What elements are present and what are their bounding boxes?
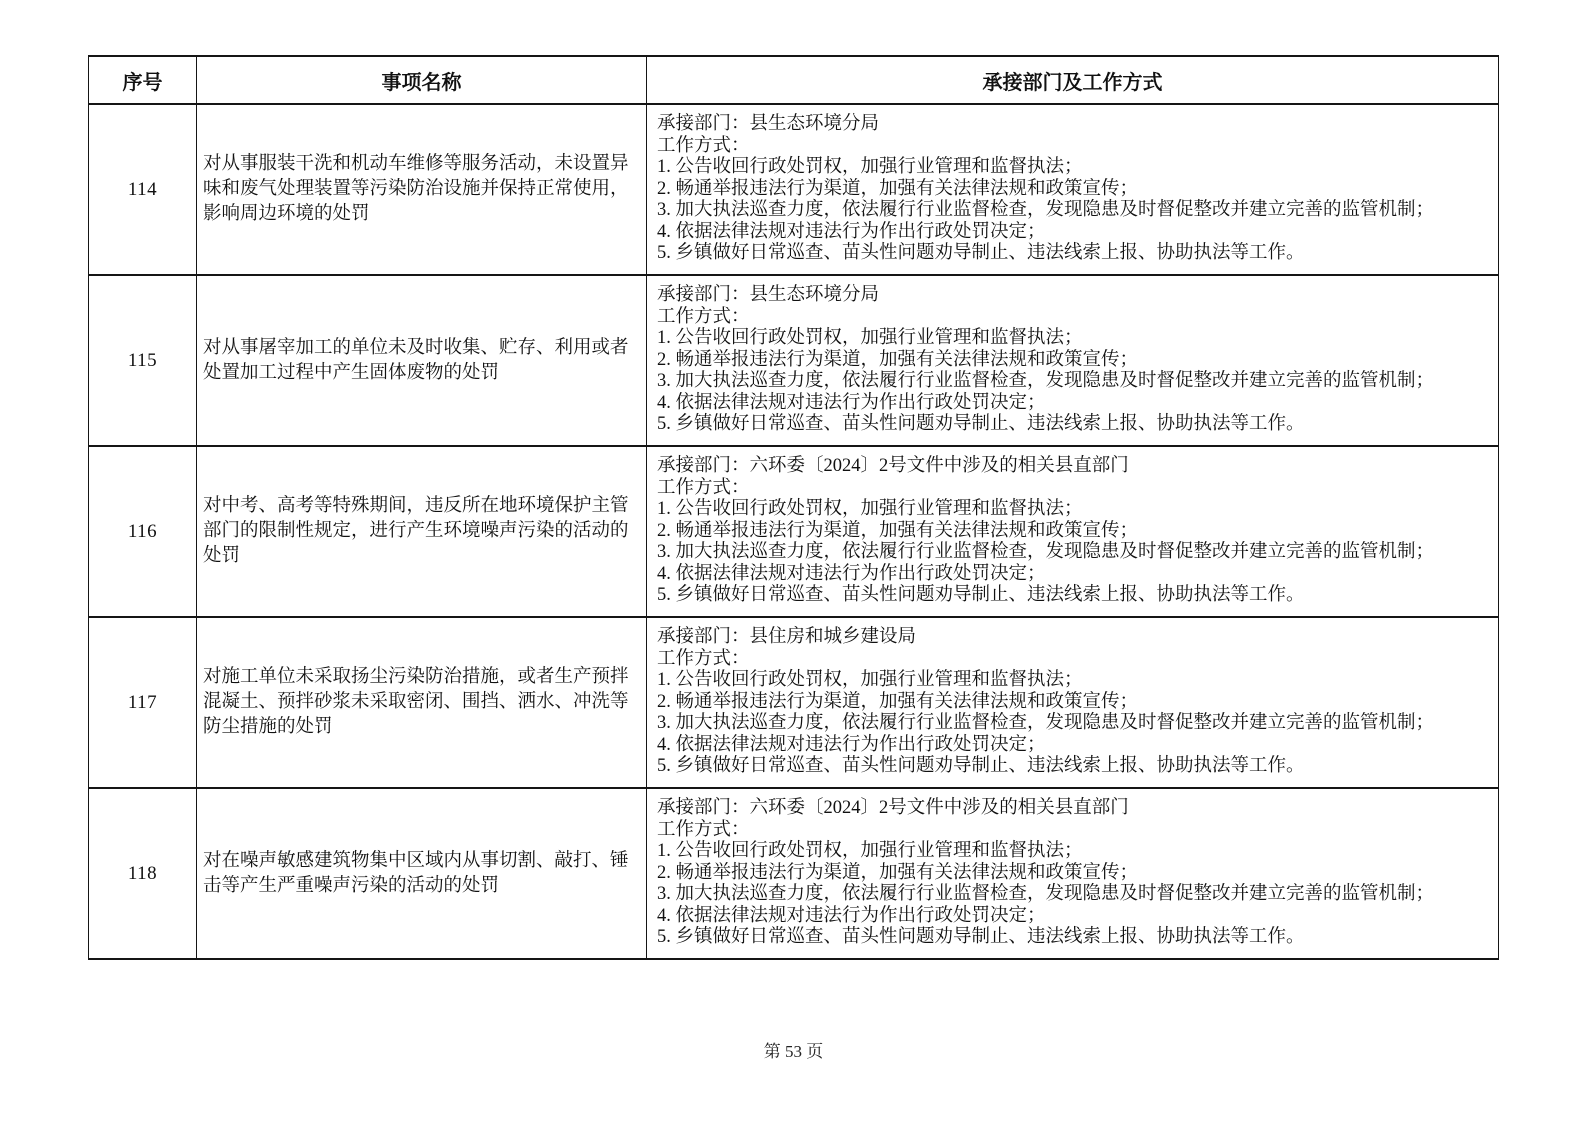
row-department-methods xyxy=(647,104,1499,275)
header-department-method: 承接部门及工作方式 xyxy=(647,56,1499,104)
table-row xyxy=(89,446,1499,617)
department-label: 承接部门： xyxy=(657,798,750,819)
method-item: 1. 公告收回行政处罚权，加强行业管理和监督执法； xyxy=(657,328,1083,349)
method-label: 工作方式： xyxy=(657,135,750,156)
row-serial-number: 114 xyxy=(89,104,197,275)
row-serial-number: 115 xyxy=(89,275,197,446)
row-department-methods xyxy=(647,275,1499,446)
row-serial-number: 117 xyxy=(89,617,197,788)
method-item: 4. 依据法律法规对违法行为作出行政处罚决定； xyxy=(657,563,1046,584)
row-item-name: 对中考、高考等特殊期间，违反所在地环境保护主管部门的限制性规定，进行产生环境噪声污染的活动的处罚 xyxy=(197,446,647,617)
page-number: 第 53 页 xyxy=(763,1042,824,1061)
department-value: 县住房和城乡建设局 xyxy=(749,627,917,648)
header-item-name: 事项名称 xyxy=(197,56,647,104)
method-item: 2. 畅通举报违法行为渠道，加强有关法律法规和政策宣传； xyxy=(657,178,1139,199)
table-row xyxy=(89,275,1499,446)
table-row xyxy=(89,104,1499,275)
method-item: 4. 依据法律法规对违法行为作出行政处罚决定； xyxy=(657,905,1046,926)
method-item: 1. 公告收回行政处罚权，加强行业管理和监督执法； xyxy=(657,670,1083,691)
department-label: 承接部门： xyxy=(657,114,750,135)
department-value: 六环委〔2024〕2号文件中涉及的相关县直部门 xyxy=(749,456,1129,477)
method-item: 3. 加大执法巡查力度，依法履行行业监督检查，发现隐患及时督促整改并建立完善的监管机制； xyxy=(657,371,1435,392)
table-row xyxy=(89,617,1499,788)
method-item: 3. 加大执法巡查力度，依法履行行业监督检查，发现隐患及时督促整改并建立完善的监管机制； xyxy=(657,542,1435,563)
method-label: 工作方式： xyxy=(657,648,750,669)
method-item: 1. 公告收回行政处罚权，加强行业管理和监督执法； xyxy=(657,157,1083,178)
method-item: 3. 加大执法巡查力度，依法履行行业监督检查，发现隐患及时督促整改并建立完善的监管机制； xyxy=(657,884,1435,905)
department-line xyxy=(657,627,1488,649)
row-item-name: 对施工单位未采取扬尘污染防治措施，或者生产预拌混凝土、预拌砂浆未采取密闭、围挡、洒水、冲洗等防尘措施的处罚 xyxy=(197,617,647,788)
method-item: 1. 公告收回行政处罚权，加强行业管理和监督执法； xyxy=(657,841,1083,862)
method-item: 3. 加大执法巡查力度，依法履行行业监督检查，发现隐患及时督促整改并建立完善的监管机制； xyxy=(657,200,1435,221)
department-line xyxy=(657,285,1488,307)
table-row xyxy=(89,788,1499,959)
row-item-name: 对在噪声敏感建筑物集中区域内从事切割、敲打、锤击等产生严重噪声污染的活动的处罚 xyxy=(197,788,647,959)
method-item: 1. 公告收回行政处罚权，加强行业管理和监督执法； xyxy=(657,499,1083,520)
header-serial-number: 序号 xyxy=(89,56,197,104)
method-item: 4. 依据法律法规对违法行为作出行政处罚决定； xyxy=(657,734,1046,755)
method-item: 4. 依据法律法规对违法行为作出行政处罚决定； xyxy=(657,221,1046,242)
method-label: 工作方式： xyxy=(657,306,750,327)
department-label: 承接部门： xyxy=(657,456,750,477)
method-label: 工作方式： xyxy=(657,477,750,498)
department-value: 县生态环境分局 xyxy=(749,285,880,306)
method-item: 5. 乡镇做好日常巡查、苗头性问题劝导制止、违法线索上报、协助执法等工作。 xyxy=(657,756,1305,777)
row-serial-number: 118 xyxy=(89,788,197,959)
method-item: 2. 畅通举报违法行为渠道，加强有关法律法规和政策宣传； xyxy=(657,691,1139,712)
method-label: 工作方式： xyxy=(657,819,750,840)
department-line xyxy=(657,798,1488,820)
row-department-methods xyxy=(647,446,1499,617)
method-item: 2. 畅通举报违法行为渠道，加强有关法律法规和政策宣传； xyxy=(657,520,1139,541)
department-value: 六环委〔2024〕2号文件中涉及的相关县直部门 xyxy=(749,798,1129,819)
method-item: 3. 加大执法巡查力度，依法履行行业监督检查，发现隐患及时督促整改并建立完善的监管机制； xyxy=(657,713,1435,734)
row-item-name: 对从事服装干洗和机动车维修等服务活动，未设置异味和废气处理装置等污染防治设施并保持正常使用，影响周边环境的处罚 xyxy=(197,104,647,275)
method-item: 5. 乡镇做好日常巡查、苗头性问题劝导制止、违法线索上报、协助执法等工作。 xyxy=(657,414,1305,435)
method-item: 5. 乡镇做好日常巡查、苗头性问题劝导制止、违法线索上报、协助执法等工作。 xyxy=(657,243,1305,264)
method-item: 2. 畅通举报违法行为渠道，加强有关法律法规和政策宣传； xyxy=(657,862,1139,883)
row-department-methods xyxy=(647,788,1499,959)
method-item: 5. 乡镇做好日常巡查、苗头性问题劝导制止、违法线索上报、协助执法等工作。 xyxy=(657,927,1305,948)
table-header-row xyxy=(89,56,1499,104)
row-item-name: 对从事屠宰加工的单位未及时收集、贮存、利用或者处置加工过程中产生固体废物的处罚 xyxy=(197,275,647,446)
method-item: 5. 乡镇做好日常巡查、苗头性问题劝导制止、违法线索上报、协助执法等工作。 xyxy=(657,585,1305,606)
row-department-methods xyxy=(647,617,1499,788)
department-label: 承接部门： xyxy=(657,285,750,306)
row-serial-number: 116 xyxy=(89,446,197,617)
department-line xyxy=(657,114,1488,136)
department-line xyxy=(657,456,1488,478)
department-label: 承接部门： xyxy=(657,627,750,648)
method-item: 2. 畅通举报违法行为渠道，加强有关法律法规和政策宣传； xyxy=(657,349,1139,370)
department-value: 县生态环境分局 xyxy=(749,114,880,135)
items-table xyxy=(88,55,1499,960)
method-item: 4. 依据法律法规对违法行为作出行政处罚决定； xyxy=(657,392,1046,413)
